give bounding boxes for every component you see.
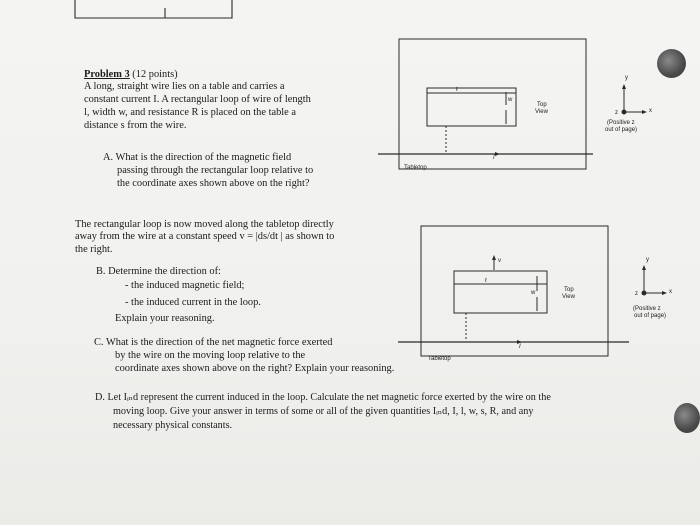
d2-loop-length-label: ℓ	[485, 278, 487, 284]
d2-axis-x-label: x	[669, 289, 672, 295]
problem-title: Problem 3	[84, 69, 130, 80]
d2-current-label: I	[519, 344, 521, 350]
intro-line-2: constant current I. A rectangular loop of wire of length	[84, 94, 311, 105]
d1-view-label-2: View	[535, 109, 548, 115]
d1-axis-x-label: x	[649, 108, 652, 114]
d2-tabletop-label: Tabletop	[428, 356, 451, 362]
problem-heading	[84, 69, 178, 81]
intro-line-3: l, width w, and resistance R is placed on the table a	[84, 107, 296, 118]
part-b-explain: Explain your reasoning.	[115, 313, 215, 324]
d2-view-label-2: View	[562, 294, 575, 300]
moving-line-1: The rectangular loop is now moved along the tabletop directly	[75, 219, 334, 230]
part-c-line-2: by the wire on the moving loop relative to the	[115, 350, 306, 361]
d1-axis-z-label: z	[615, 110, 618, 116]
part-d-line-1: D. Let Iᵢₙd represent the current induced in the loop. Calculate the net magnetic force exerted by the wire on the	[95, 392, 551, 403]
d2-loop-width-label: w	[531, 290, 536, 296]
previous-figure-fragment	[75, 0, 232, 18]
intro-line-4: distance s from the wire.	[84, 120, 187, 131]
part-b-item-1: - the induced magnetic field;	[125, 280, 245, 291]
diagram-2-arrows	[492, 255, 667, 344]
d1-axis-y-label: y	[625, 75, 628, 81]
d2-note-line-2: out of page)	[634, 313, 667, 319]
moving-line-2: away from the wire at a constant speed v = |ds/dt | as shown to	[75, 231, 335, 242]
part-d-line-3: necessary physical constants.	[113, 420, 233, 431]
diagram-1	[378, 39, 644, 169]
part-a-line-2: passing through the rectangular loop relative to	[117, 165, 314, 176]
d1-tabletop-label: Tabletop	[404, 165, 427, 171]
moving-line-3: the right.	[75, 244, 113, 255]
part-c-line-1: C. What is the direction of the net magnetic force exerted	[94, 337, 333, 348]
part-d-line-2: moving loop. Give your answer in terms of some or all of the given quantities Iᵢₙd, I, l, w, s, R, and any	[113, 406, 534, 417]
d2-axis-y-label: y	[646, 257, 649, 263]
d1-view-label-1: Top	[537, 102, 547, 108]
part-a-line-3: the coordinate axes shown above on the right?	[117, 178, 310, 189]
part-b-item-2: - the induced current in the loop.	[125, 297, 261, 308]
d1-loop-length-label: ℓ	[456, 87, 458, 93]
d1-note-line-2: out of page)	[605, 127, 638, 133]
d2-axis-z-label: z	[635, 291, 638, 297]
part-c-line-3: coordinate axes shown above on the right? Explain your reasoning.	[115, 363, 395, 374]
d1-loop-width-label: w	[508, 97, 513, 103]
intro-line-1: A long, straight wire lies on a table and carries a	[84, 81, 285, 92]
d1-current-label: I	[493, 155, 495, 161]
d2-note-line-1: (Positive z	[633, 306, 661, 312]
problem-points: (12 points)	[129, 69, 178, 80]
d2-velocity-label: v	[498, 258, 501, 264]
part-a-line-1: A. What is the direction of the magnetic field	[103, 152, 292, 163]
d1-note-line-1: (Positive z	[607, 120, 635, 126]
part-b-lead: B. Determine the direction of:	[96, 266, 221, 277]
d2-view-label-1: Top	[564, 287, 574, 293]
